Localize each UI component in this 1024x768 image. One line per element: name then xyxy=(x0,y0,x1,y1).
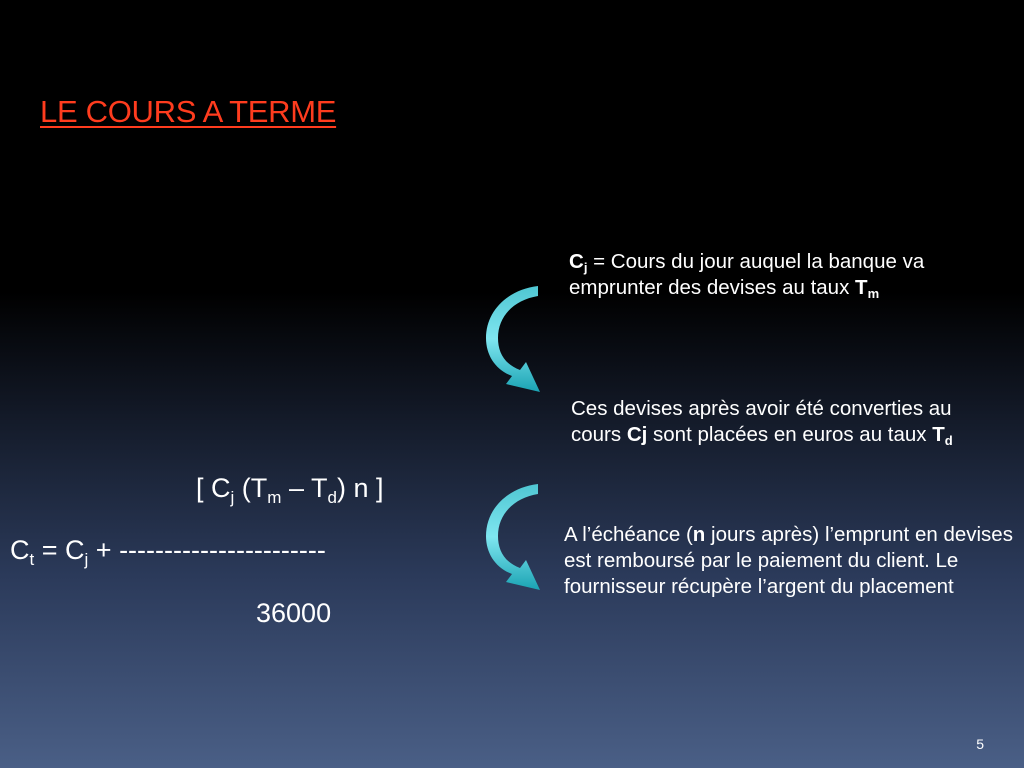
rate-d-subscript: d xyxy=(944,433,953,448)
page-number: 5 xyxy=(976,736,984,752)
placement-description xyxy=(571,396,1001,448)
placement-text-1: Ces devises après avoir été converties au cours xyxy=(571,397,952,446)
definition-cj-text: = Cours du jour auquel la banque va emprunter des devises au taux xyxy=(569,250,925,299)
maturity-description xyxy=(564,522,1014,600)
maturity-text-2: jours après) l’emprunt en devises est remboursé par le paiement du client. Le fournisseur récupère l’argent du placement xyxy=(564,523,1013,598)
numerator-paren-open: (T xyxy=(234,473,268,503)
rate-t: T xyxy=(932,423,945,446)
rate-m-subscript: m xyxy=(867,286,880,301)
slide-title: LE COURS A TERME xyxy=(40,94,337,129)
placement-text-2: sont placées en euros au taux xyxy=(647,423,933,446)
curved-arrow-icon xyxy=(484,286,542,404)
rate-t: T xyxy=(855,276,868,299)
numerator-d-subscript: d xyxy=(327,488,337,507)
numerator-minus: – T xyxy=(281,473,328,503)
curved-arrow-icon xyxy=(484,484,542,602)
numerator-open: [ C xyxy=(196,473,231,503)
equation-ct: C xyxy=(10,535,30,565)
equation-fraction-bar: + ----------------------- xyxy=(88,535,326,565)
numerator-m-subscript: m xyxy=(267,488,282,507)
formula-denominator: 36000 xyxy=(256,598,332,628)
maturity-text-1: A l’échéance ( xyxy=(564,523,693,546)
equation-t-subscript: t xyxy=(29,550,35,569)
formula-equation xyxy=(10,535,326,569)
equation-equals: = C xyxy=(34,535,85,565)
term-n: n xyxy=(692,523,706,546)
numerator-close: ) n ] xyxy=(336,473,384,503)
term-j-subscript: j xyxy=(583,260,588,275)
numerator-j-subscript: j xyxy=(230,488,235,507)
term-cj: Cj xyxy=(626,423,648,446)
definition-cj xyxy=(569,249,999,301)
formula-numerator xyxy=(196,473,384,507)
term-c: C xyxy=(569,250,584,273)
equation-j-subscript: j xyxy=(84,550,89,569)
